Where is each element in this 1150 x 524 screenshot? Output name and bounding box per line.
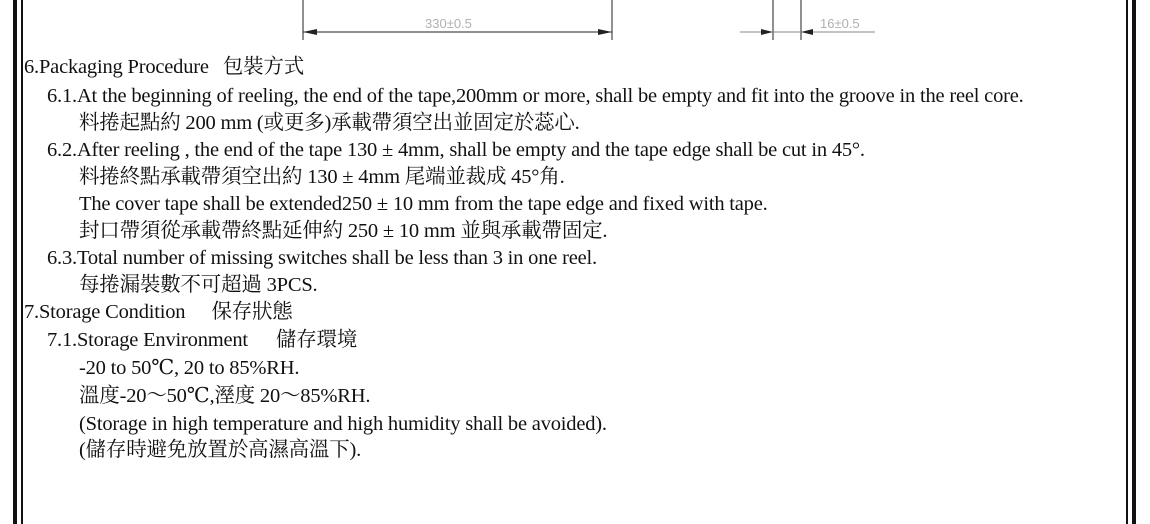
item-6-3-cn: 每捲漏裝數不可超過 3PCS. bbox=[79, 274, 318, 296]
item-7-1-title: 7.1.Storage Environment bbox=[47, 329, 248, 351]
thickness-dimension-label: 16±0.5 bbox=[820, 16, 860, 31]
right-outer-border bbox=[1132, 0, 1136, 524]
item-6-1-en: 6.1.At the beginning of reeling, the end of the tape,200mm or more, shall be empty and fit into the groove in the reel core. bbox=[47, 85, 1024, 107]
arrow-right-icon bbox=[598, 29, 612, 35]
left-inner-border bbox=[21, 0, 23, 524]
item-7-1-heading bbox=[47, 327, 357, 354]
section-6-title: 6.Packaging Procedure bbox=[24, 56, 209, 78]
right-inner-border bbox=[1126, 0, 1128, 524]
item-6-2-cover-tape-cn: 封口帶須從承載帶終點延伸約 250 ± 10 mm 並與承載帶固定. bbox=[79, 220, 608, 242]
item-7-1-title-cn: 儲存環境 bbox=[275, 329, 358, 351]
item-6-2-cover-tape-en: The cover tape shall be extended250 ± 10 mm from the tape edge and fixed with tape. bbox=[79, 193, 768, 215]
arrow-right-icon bbox=[761, 29, 773, 35]
section-7-title-cn: 保存狀態 bbox=[211, 301, 293, 323]
left-outer-border bbox=[13, 0, 17, 524]
item-6-3-en: 6.3.Total number of missing switches shall be less than 3 in one reel. bbox=[47, 247, 597, 269]
dimension-drawing bbox=[0, 0, 1150, 40]
item-6-1-cn: 料捲起點約 200 mm (或更多)承載帶須空出並固定於蕊心. bbox=[79, 112, 580, 134]
storage-note-en: (Storage in high temperature and high humidity shall be avoided). bbox=[79, 413, 607, 435]
section-6-title-cn: 包裝方式 bbox=[222, 56, 304, 78]
arrow-left-icon bbox=[801, 29, 813, 35]
item-6-2-en: 6.2.After reeling , the end of the tape 130 ± 4mm, shall be empty and the tape edge shall be cut in 45°. bbox=[47, 139, 865, 161]
section-6-heading bbox=[24, 54, 304, 81]
storage-env-en: -20 to 50℃, 20 to 85%RH. bbox=[79, 357, 300, 379]
storage-note-cn: (儲存時避免放置於高濕高溫下). bbox=[79, 439, 362, 461]
section-7-title: 7.Storage Condition bbox=[24, 301, 186, 323]
arrow-left-icon bbox=[303, 29, 317, 35]
storage-env-cn: 溫度-20～50℃,溼度 20～85%RH. bbox=[79, 385, 371, 407]
item-6-2-cn: 料捲終點承載帶須空出約 130 ± 4mm 尾端並裁成 45°角. bbox=[79, 166, 565, 188]
width-dimension-label: 330±0.5 bbox=[425, 16, 472, 31]
section-7-heading bbox=[24, 299, 293, 326]
